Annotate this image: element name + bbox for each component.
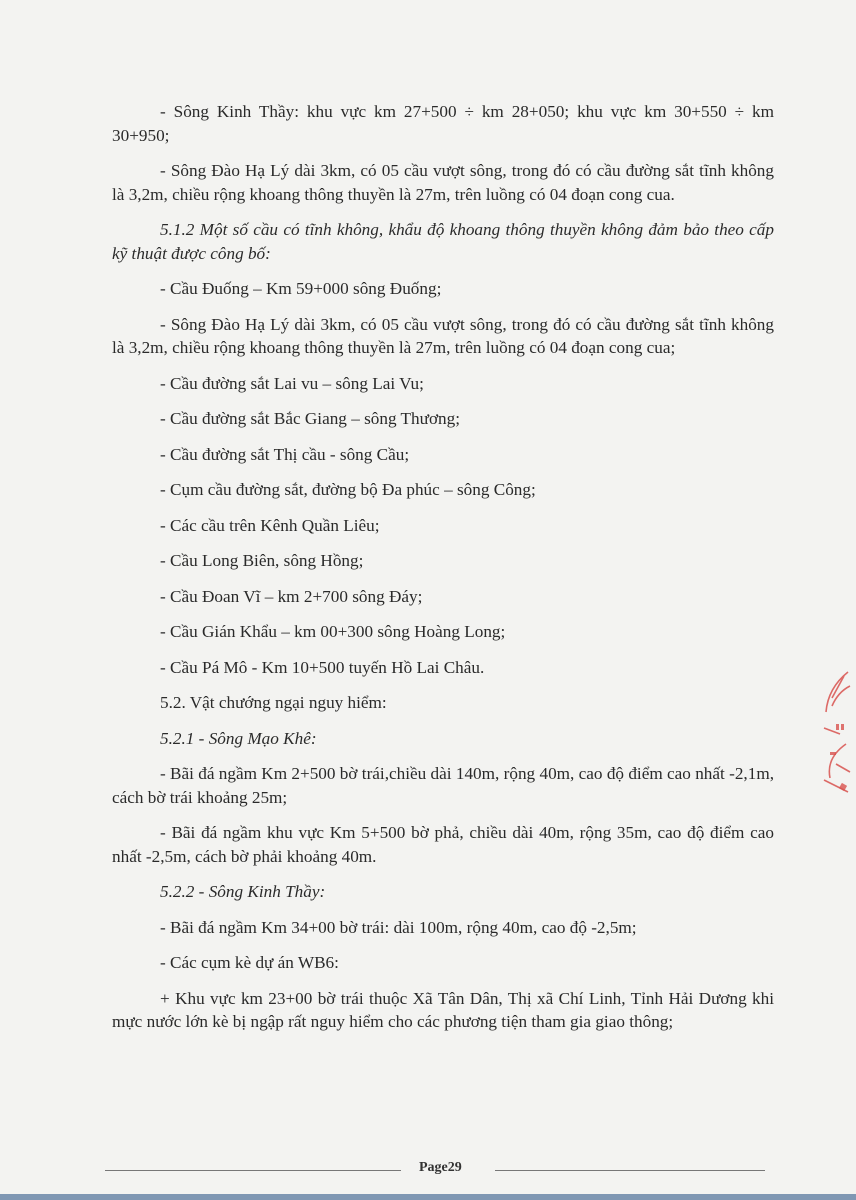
paragraph-dao-ha-ly-2: - Sông Đào Hạ Lý dài 3km, có 05 cầu vượt sông, trong đó có cầu đường sắt tĩnh không là 3,2m, chiều rộng khoang thông thuyền là 27m, trên luồng có 04 đoạn cong cua; — [112, 314, 774, 357]
list-item-kenh-quan-lieu: - Các cầu trên Kênh Quần Liêu; — [160, 515, 380, 535]
red-stamp-fragment — [818, 668, 854, 796]
paragraph-dao-ha-ly-1: - Sông Đào Hạ Lý dài 3km, có 05 cầu vượt sông, trong đó có cầu đường sắt tĩnh không là 3,2m, chiều rộng khoang thông thuyền là 27m, trên luồng có 04 đoạn cong cua. — [112, 161, 774, 204]
paragraph-khu-vuc-km-23: + Khu vực km 23+00 bờ trái thuộc Xã Tân Dân, Thị xã Chí Linh, Tỉnh Hải Dương khi mực nước lớn kè bị ngập rất nguy hiểm cho các phương tiện tham gia giao thông; — [112, 988, 774, 1031]
paragraph-bai-da-ngam-1: - Bãi đá ngầm Km 2+500 bờ trái,chiều dài 140m, rộng 40m, cao độ điểm cao nhất -2,1m, cách bờ trái khoảng 25m; — [112, 764, 774, 807]
list-item-cau-gian-khau: - Cầu Gián Khẩu – km 00+300 sông Hoàng Long; — [160, 622, 506, 641]
heading-5-1-2: 5.1.2 Một số cầu có tĩnh không, khẩu độ khoang thông thuyền không đảm bảo theo cấp kỹ thuật được công bố: — [112, 220, 774, 263]
page-number: Page29 — [419, 1160, 462, 1175]
document-body — [112, 100, 774, 1046]
list-item-cau-bac-giang: - Cầu đường sắt Bắc Giang – sông Thương; — [160, 409, 461, 428]
paragraph-bai-da-ngam-3: - Bãi đá ngầm Km 34+00 bờ trái: dài 100m, rộng 40m, cao độ -2,5m; — [160, 917, 637, 937]
list-item-cau-duong: - Cầu Đuống – Km 59+000 sông Đuống; — [160, 279, 442, 298]
scan-edge-band — [0, 1194, 856, 1200]
heading-5-2: 5.2. Vật chướng ngại nguy hiểm: — [160, 693, 387, 712]
paragraph-bai-da-ngam-2: - Bãi đá ngầm khu vực Km 5+500 bờ phả, chiều dài 40m, rộng 35m, cao độ điểm cao nhất -2,5m, cách bờ phải khoảng 40m. — [112, 823, 774, 866]
heading-5-2-1: 5.2.1 - Sông Mạo Khê: — [160, 728, 317, 748]
heading-5-2-2: 5.2.2 - Sông Kinh Thầy: — [160, 882, 326, 901]
footer-rule-left — [105, 1170, 401, 1171]
list-item-cau-thi-cau: - Cầu đường sắt Thị cầu - sông Cầu; — [160, 444, 410, 464]
list-item-cum-cau-da-phuc: - Cụm cầu đường sắt, đường bộ Đa phúc – sông Công; — [160, 480, 536, 499]
list-item-cau-pa-mo: - Cầu Pá Mô - Km 10+500 tuyến Hồ Lai Châu. — [160, 657, 485, 677]
page-footer — [105, 1160, 765, 1180]
paragraph-kinh-thay-curves: - Sông Kinh Thầy: khu vực km 27+500 ÷ km 28+050; khu vực km 30+550 ÷ km 30+950; — [112, 102, 774, 145]
list-item-cau-long-bien: - Cầu Long Biên, sông Hồng; — [160, 551, 364, 570]
list-item-cum-ke-wb6: - Các cụm kè dự án WB6: — [160, 953, 339, 972]
footer-rule-right — [495, 1170, 765, 1171]
list-item-cau-doan-vi: - Cầu Đoan Vĩ – km 2+700 sông Đáy; — [160, 586, 423, 606]
list-item-cau-lai-vu: - Cầu đường sắt Lai vu – sông Lai Vu; — [160, 373, 424, 393]
